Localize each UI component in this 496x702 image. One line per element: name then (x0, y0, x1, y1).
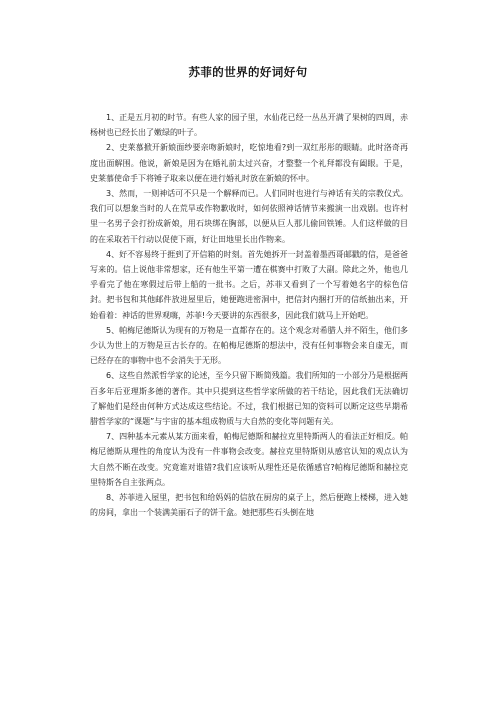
paragraph: 6、这些自然派哲学家的论述，至今只留下断简残篇。我们所知的一小部分乃是根据两百多年后亚理斯多德的著作。其中只提到这些哲学家所做的若干结论，因此我们无法确切了解他们是经由何种方式达成这些结论。不过，我们根据已知的资料可以断定这些早期希腊哲学家的“课题”与宇宙的基本组成物质与大自然的变化等问题有关。 (90, 371, 408, 427)
document-title: 苏菲的世界的好词好句 (188, 65, 308, 79)
paragraph: 8、苏菲进入屋里，把书包和给妈妈的信放在厨房的桌子上，然后便跑上楼梯，进入她的房间，拿出一个装满美丽石子的饼干盒。她把那些石头倒在地 (90, 493, 408, 518)
document-body (90, 110, 408, 520)
paragraph: 4、好不容易终于捱到了开信箱的时刻。首先她拆开一封盖着墨西哥邮戳的信，是爸爸写来的。信上说他非常想家，还有他生平第一遭在棋赛中打败了大副。除此之外，他也几乎看完了他在寒假过后带上船的一批书。之后，苏菲又看到了一个写着她名字的棕色信封。把书包和其他邮件放进屋里后，她便跑进密洞中，把信封内捆打开的信纸抽出来，开始看着：神话的世界观嗨，苏菲!今天要讲的东西很多，因此我们就马上开始吧。 (90, 249, 408, 320)
paragraph: 3、然而，一则神话可不只是一个解释而已。人们同时也进行与神话有关的宗教仪式。我们可以想象当时的人在荒旱或作物歉收时，如何依照神话情节来搬演一出戏剧。也许村里一名男子会打扮成新娘，用石块绑在胸部，以便从巨人那儿偷回铁锤。人们这样做的目的在采取若干行动以促使下雨，好让田地里长出作物来。 (90, 189, 408, 244)
paragraph: 1、正是五月初的时节。有些人家的园子里，水仙花已经一丛丛开满了果树的四周，赤杨树也已经长出了嫩绿的叶子。 (90, 113, 408, 138)
paragraph: 5、帕梅尼德斯认为现有的万物是一直都存在的。这个观念对希腊人并不陌生，他们多少认为世上的万物是亘古长存的。在帕梅尼德斯的想法中，没有任何事物会来自虚无，而已经存在的事物中也不会消失于无形。 (90, 325, 408, 366)
paragraph: 2、史莱慕掀开新娘面纱要亲吻新娘时，吃惊地看?到一双红彤彤的眼睛。此时洛奇再度出面解围。他说，新娘是因为在婚礼前太过兴奋，才整整一个礼拜都没有阖眼。于是，史莱慕使命手下将锤子取来以便在进行婚礼时放在新娘的怀中。 (90, 143, 408, 183)
paragraph: 7、四种基本元素从某方面来看，帕梅尼德斯和赫拉克里特斯两人的看法正好相反。帕梅尼德斯从理性的角度认为没有一件事物会改变。赫拉克里特斯则从感官认知的观点认为大自然不断在改变。究竟谁对谁错?我们应该听从理性还是依循感官?帕梅尼德斯和赫拉克里特斯各自主张两点。 (90, 432, 408, 487)
